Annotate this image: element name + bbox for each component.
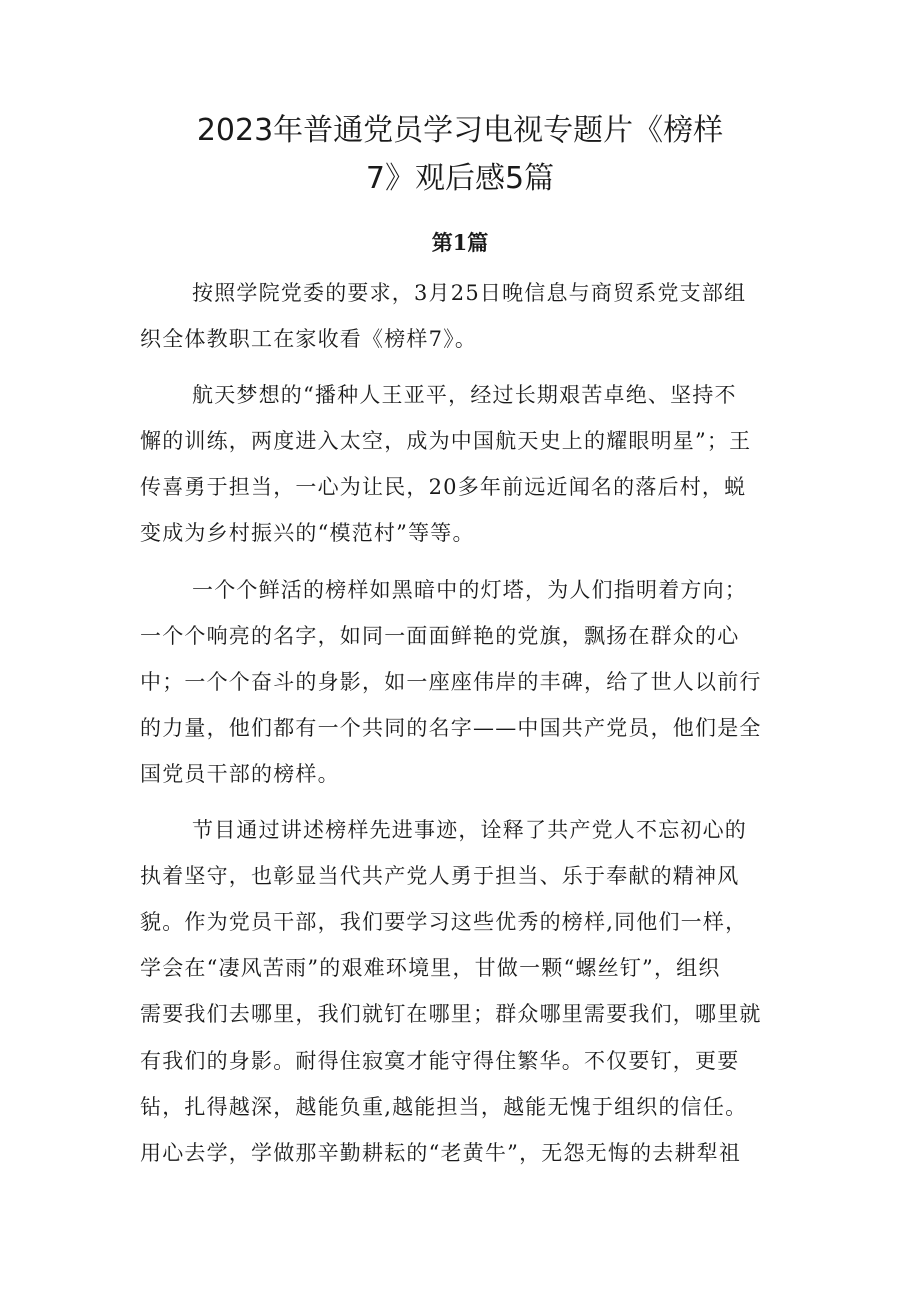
paragraph-3-line-1: 一个个鲜活的榜样如黑暗中的灯塔，为人们指明着方向； <box>192 577 747 602</box>
paragraph-4-line-5: 需要我们去哪里，我们就钉在哪里；群众哪里需要我们，哪里就 <box>140 1002 762 1027</box>
paragraph-2-line-1: 航天梦想的“播种人王亚平，经过长期艰苦卓绝、坚持不 <box>192 383 737 408</box>
paragraph-4-line-1: 节目通过讲述榜样先进事迹，诠释了共产党人不忘初心的 <box>192 818 747 843</box>
paragraph-1-line-1: 按照学院党委的要求，3月25日晚信息与商贸系党支部组 <box>192 281 747 305</box>
section-heading: 第1篇 <box>431 230 489 255</box>
paragraph-1-line-2: 织全体教职工在家收看《榜样7》。 <box>140 327 478 352</box>
paragraph-4-line-2: 执着坚守，也彰显当代共产党人勇于担当、乐于奉献的精神风 <box>140 864 740 889</box>
paragraph-3-line-2: 一个个响亮的名字，如同一面面鲜艳的党旗，飘扬在群众的心 <box>140 623 740 648</box>
paragraph-3-line-3: 中；一个个奋斗的身影，如一座座伟岸的丰碑，给了世人以前行 <box>140 669 762 694</box>
paragraph-4-line-6: 有我们的身影。耐得住寂寞才能守得住繁华。不仅要钉，更要 <box>140 1048 740 1073</box>
paragraph-4-line-3: 貌。作为党员干部，我们要学习这些优秀的榜样,同他们一样， <box>140 910 748 935</box>
paragraph-4-line-7: 钻，扎得越深，越能负重,越能担当，越能无愧于组织的信任。 <box>140 1094 748 1119</box>
document-title-line-2: 7》观后感5篇 <box>365 161 555 196</box>
paragraph-2-line-3: 传喜勇于担当，一心为让民，20多年前远近闻名的落后村，蜕 <box>140 475 747 500</box>
paragraph-4-line-8: 用心去学，学做那辛勤耕耘的“老黄牛”，无怨无悔的去耕犁祖 <box>140 1140 742 1165</box>
paragraph-2-line-4: 变成为乡村振兴的“模范村”等等。 <box>140 521 475 546</box>
paragraph-2-line-2: 懈的训练，两度进入太空，成为中国航天史上的耀眼明星”；王 <box>140 429 752 454</box>
paragraph-4-line-4: 学会在“凄风苦雨”的艰难环境里，甘做一颗“螺丝钉”，组织 <box>140 956 721 981</box>
paragraph-3-line-5: 国党员干部的榜样。 <box>140 761 340 786</box>
paragraph-3-line-4: 的力量，他们都有一个共同的名字——中国共产党员，他们是全 <box>140 715 762 740</box>
document-title-line-1: 2023年普通党员学习电视专题片《榜样 <box>196 113 724 148</box>
document-body <box>140 270 790 1176</box>
